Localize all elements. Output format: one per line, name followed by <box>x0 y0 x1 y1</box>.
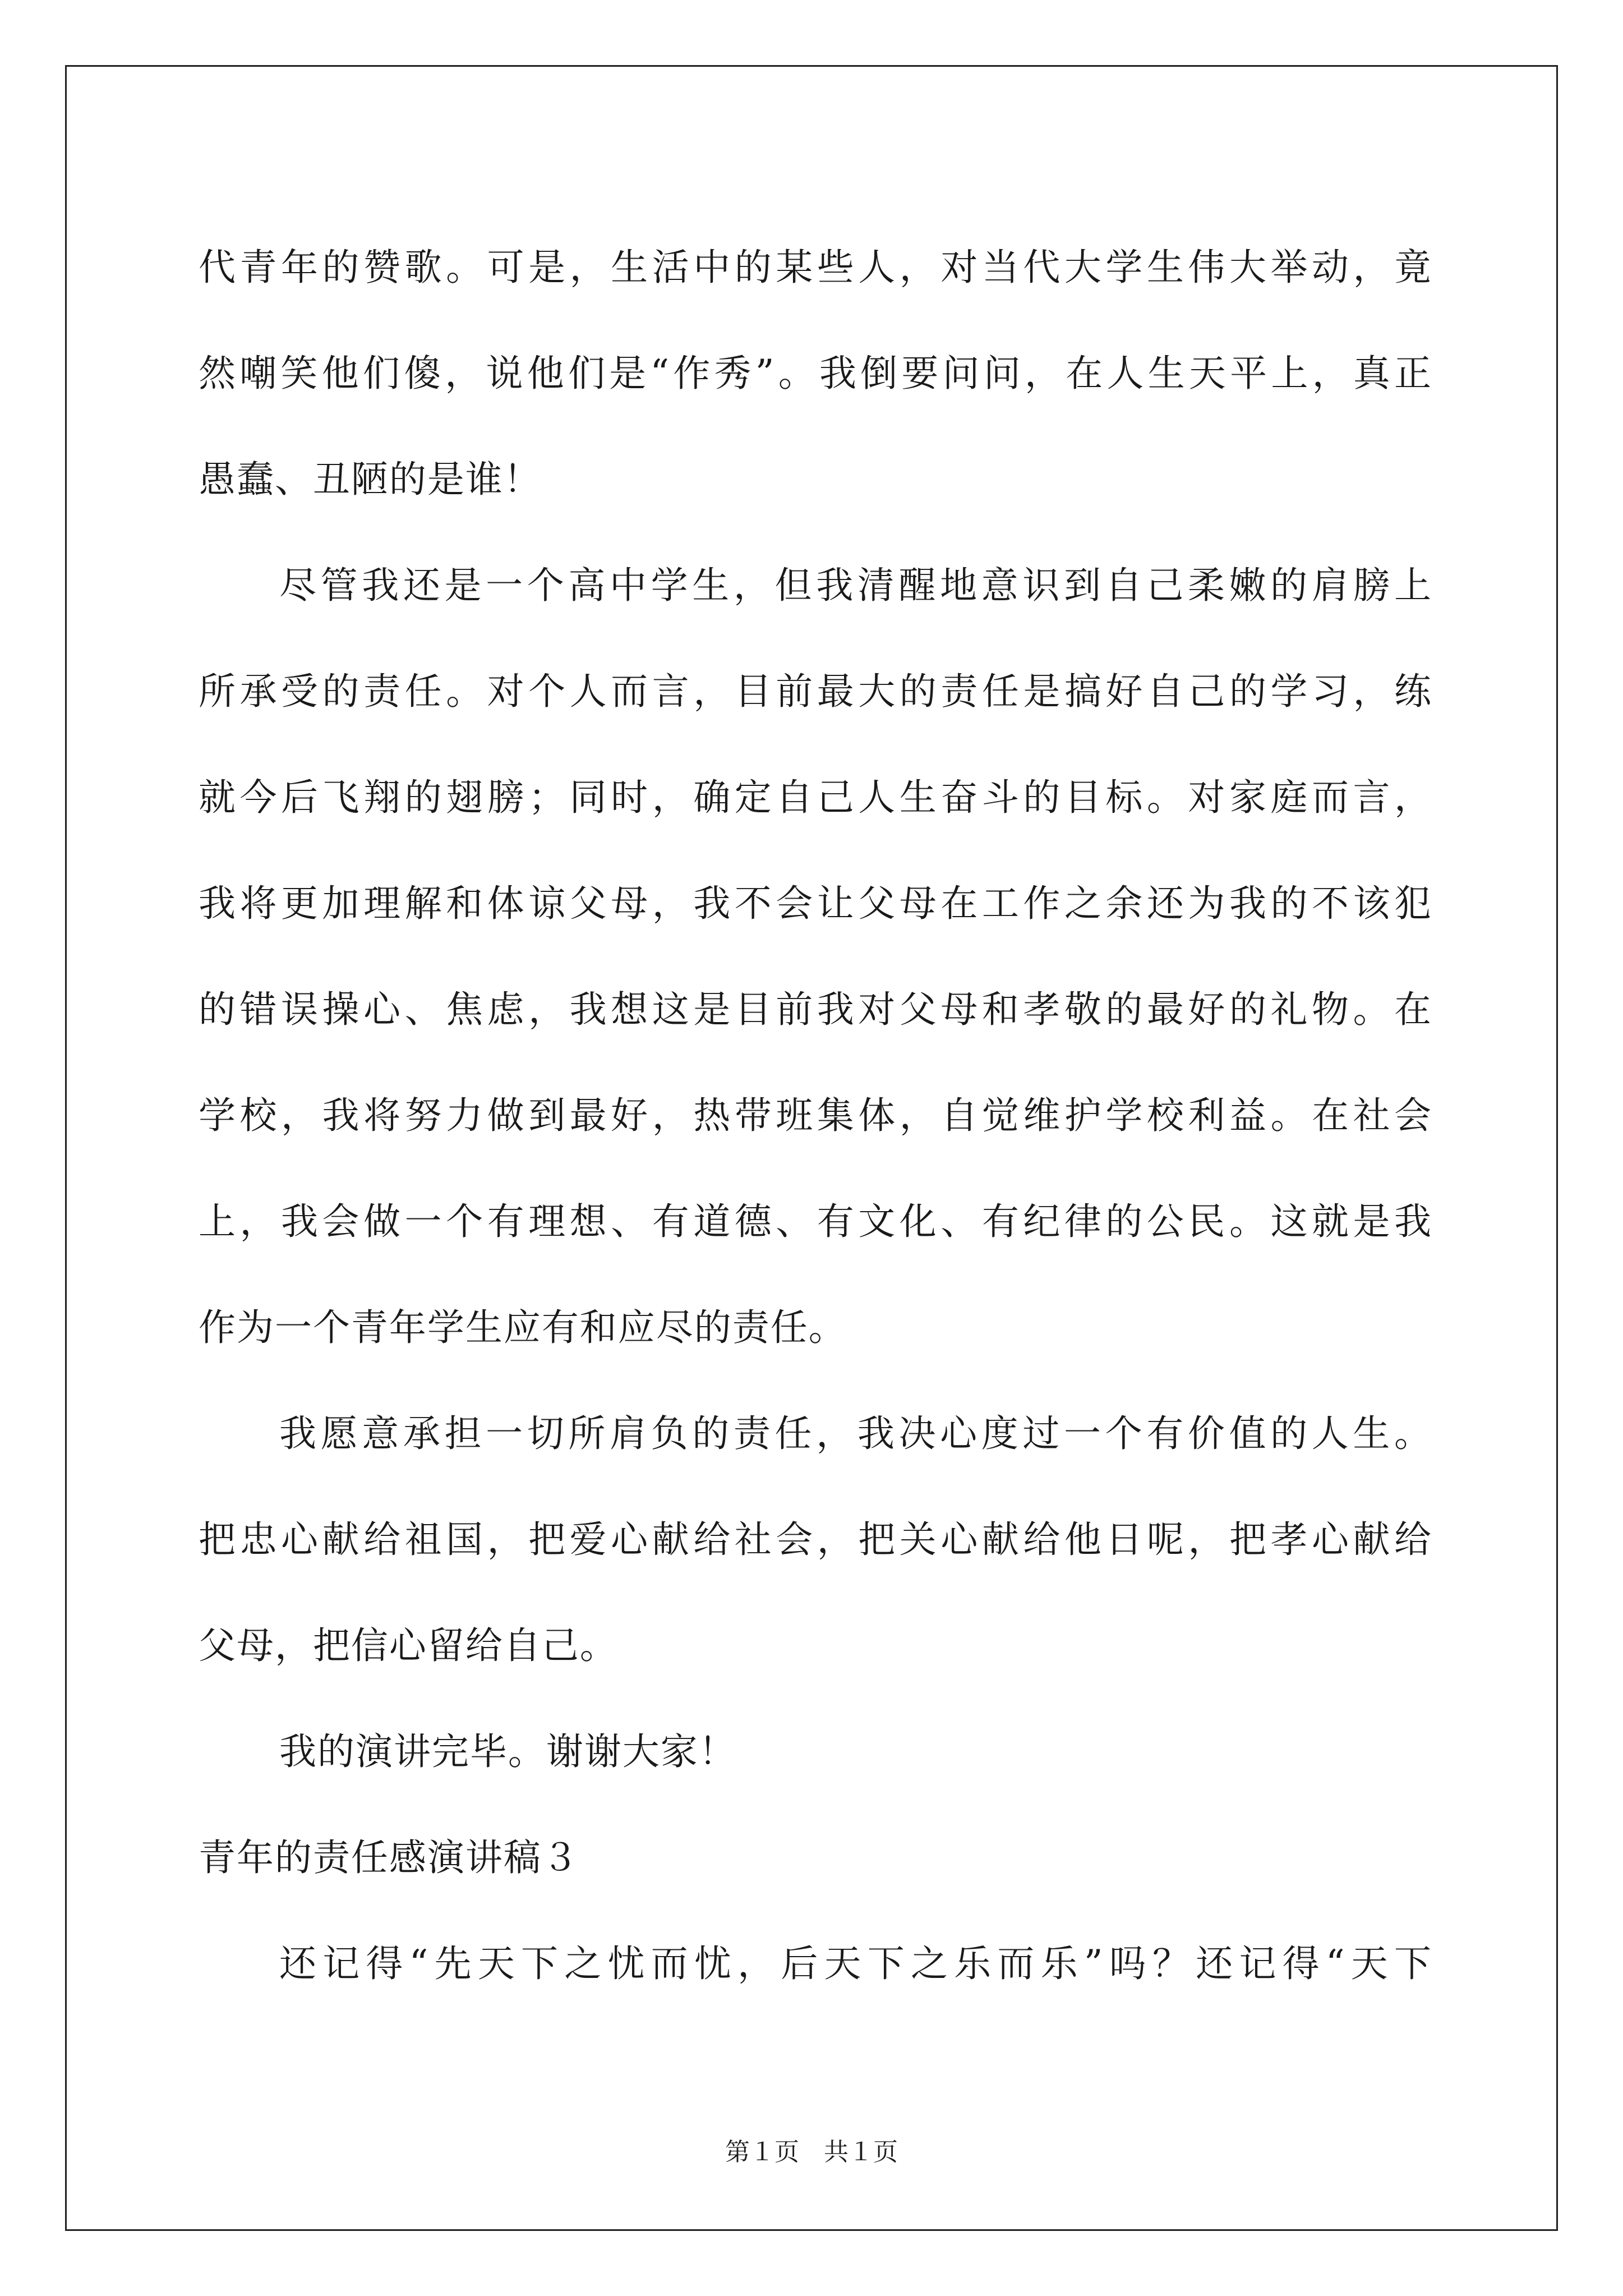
paragraph-line: 然嘲笑他们傻，说他们是“作秀”。我倒要问问，在人生天平上，真正 <box>199 352 1432 395</box>
paragraph-line: 作为一个青年学生应有和应尽的责任。 <box>199 1306 847 1349</box>
paragraph-line: 代青年的赞歌。可是，生活中的某些人，对当代大学生伟大举动，竟 <box>199 246 1432 289</box>
paragraph-line: 学校，我将努力做到最好，热带班集体，自觉维护学校利益。在社会 <box>199 1094 1432 1137</box>
paragraph-line: 上，我会做一个有理想、有道德、有文化、有纪律的公民。这就是我 <box>199 1200 1432 1243</box>
paragraph-line: 父母，把信心留给自己。 <box>199 1624 618 1667</box>
paragraph-line: 我将更加理解和体谅父母，我不会让父母在工作之余还为我的不该犯 <box>199 882 1432 925</box>
paragraph-line: 还记得“先天下之忧而忧，后天下之乐而乐”吗？还记得“天下 <box>279 1942 1432 1985</box>
section-heading: 青年的责任感演讲稿３ <box>199 1836 580 1879</box>
current-page-label: 第１页 <box>725 2138 799 2166</box>
total-pages-label: 共１页 <box>824 2138 898 2166</box>
paragraph-line: 尽管我还是一个高中学生，但我清醒地意识到自己柔嫩的肩膀上 <box>279 564 1432 607</box>
paragraph-line: 把忠心献给祖国，把爱心献给社会，把关心献给他日呢，把孝心献给 <box>199 1518 1432 1561</box>
paragraph-line: 我的演讲完毕。谢谢大家！ <box>279 1730 737 1773</box>
paragraph-line: 所承受的责任。对个人而言，目前最大的责任是搞好自己的学习，练 <box>199 670 1432 713</box>
paragraph-line: 就今后飞翔的翅膀；同时，确定自己人生奋斗的目标。对家庭而言， <box>199 776 1432 819</box>
paragraph-line: 我愿意承担一切所肩负的责任，我决心度过一个有价值的人生。 <box>279 1412 1432 1455</box>
page-footer <box>0 2132 1623 2168</box>
paragraph-line: 的错误操心、焦虑，我想这是目前我对父母和孝敬的最好的礼物。在 <box>199 988 1432 1031</box>
paragraph-line: 愚蠢、丑陋的是谁！ <box>199 458 542 501</box>
document-body <box>199 214 1432 2017</box>
